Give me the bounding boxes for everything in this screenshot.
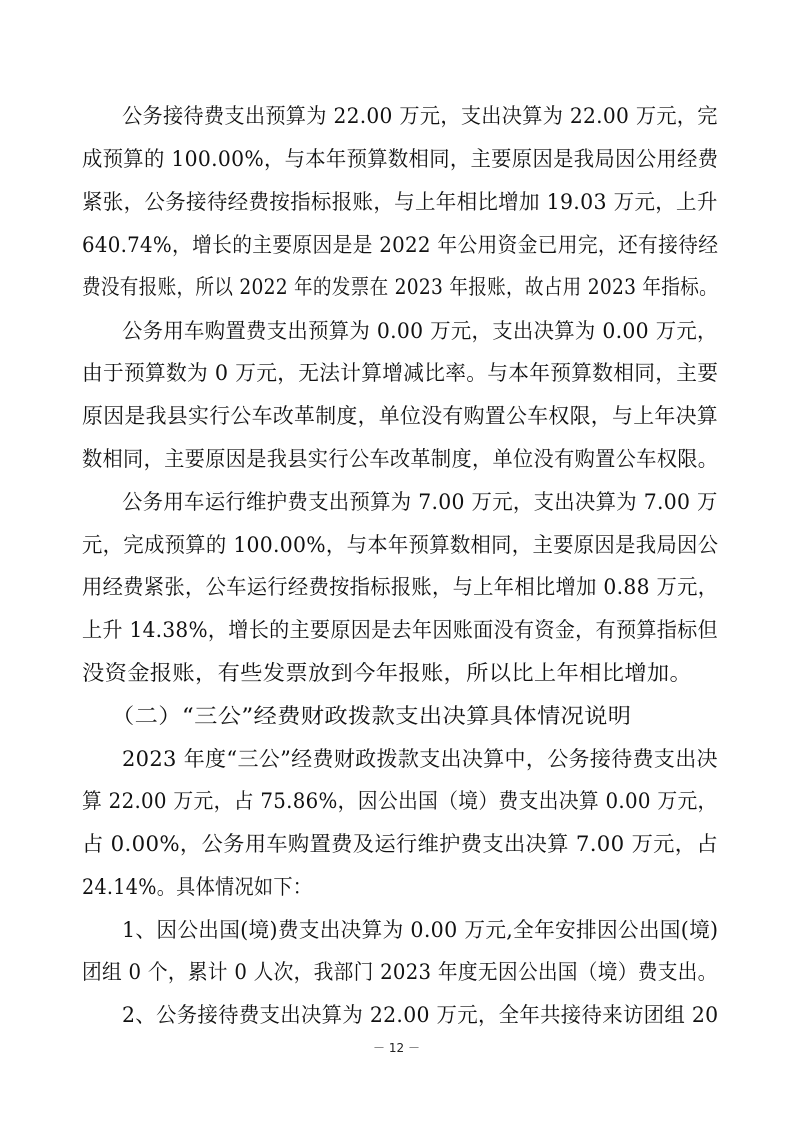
section-heading: （二）“三公”经费财政拨款支出决算具体情况说明 [111,704,632,728]
text-line: 算 22.00 万元，占 75.86%，因公出国（境）费支出决算 0.00 万元， [82,789,718,813]
text-line: 成预算的 100.00%，与本年预算数相同，主要原因是我局因公用经费 [82,147,719,171]
text-line: 公务用车运行维护费支出预算为 7.00 万元，支出决算为 7.00 万 [122,490,718,514]
text-line: 1、因公出国(境)费支出决算为 0.00 万元,全年安排因公出国(境) [122,918,719,942]
text-line: 用经费紧张，公车运行经费按指标报账，与上年相比增加 0.88 万元， [82,575,719,599]
text-line: 紧张，公务接待经费按指标报账，与上年相比增加 19.03 万元，上升 [82,190,718,214]
text-line: 2023 年度“三公”经费财政拨款支出决算中，公务接待费支出决 [122,747,718,771]
text-line: 元，完成预算的 100.00%，与本年预算数相同，主要原因是我局因公 [82,533,719,557]
text-line: 团组 0 个，累计 0 人次，我部门 2023 年度无因公出国（境）费支出。 [82,960,718,984]
text-line: 上升 14.38%，增长的主要原因是去年因账面没有资金，有预算指标但 [82,618,718,642]
text-line: 2、公务接待费支出决算为 22.00 万元，全年共接待来访团组 20 [122,1003,719,1027]
text-line: 数相同，主要原因是我县实行公车改革制度，单位没有购置公车权限。 [82,447,719,471]
text-line: 没资金报账，有些发票放到今年报账，所以比上年相比增加。 [82,661,693,685]
text-line: 费没有报账，所以 2022 年的发票在 2023 年报账，故占用 2023 年指标。 [82,275,718,299]
text-line: 公务用车购置费支出预算为 0.00 万元，支出决算为 0.00 万元， [122,319,718,343]
text-line: 占 0.00%，公务用车购置费及运行维护费支出决算 7.00 万元，占 [82,832,718,856]
text-line: 640.74%，增长的主要原因是是 2022 年公用资金已用完，还有接待经 [82,233,719,257]
text-line: 公务接待费支出预算为 22.00 万元，支出决算为 22.00 万元，完 [122,104,718,128]
text-line: 原因是我县实行公车改革制度，单位没有购置公车权限，与上年决算 [82,404,718,428]
text-line: 由于预算数为 0 万元，无法计算增减比率。与本年预算数相同，主要 [82,361,719,385]
page-number: － 12 － [373,1041,420,1055]
text-line: 24.14%。具体情况如下： [82,875,313,899]
